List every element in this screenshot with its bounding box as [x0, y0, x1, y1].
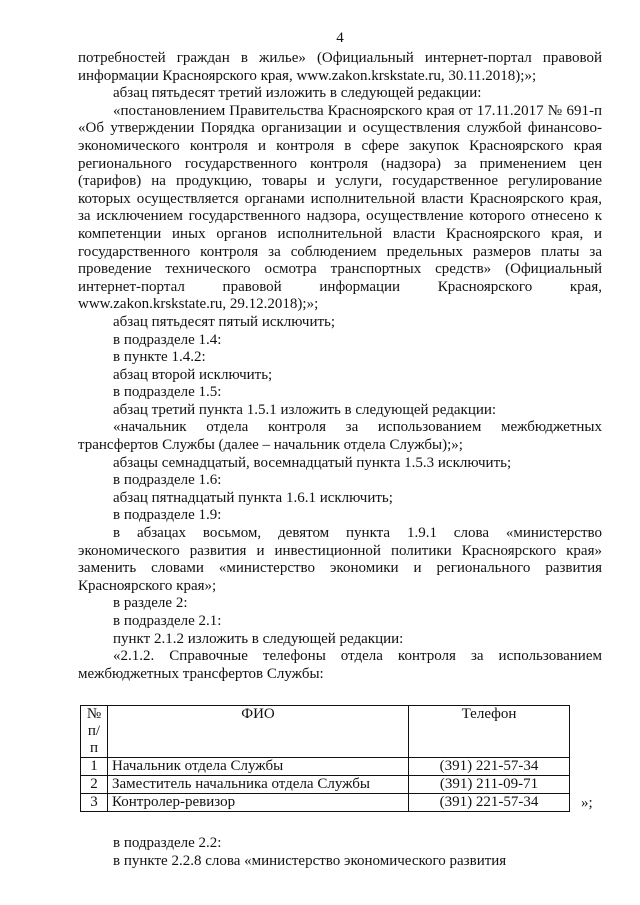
table-header-row	[81, 706, 570, 758]
document-body	[78, 50, 602, 871]
row-num: 2	[81, 776, 108, 794]
row-num: 3	[81, 794, 108, 812]
paragraph: в подразделе 1.4:	[113, 331, 222, 348]
paragraph: абзац третий пункта 1.5.1 изложить в следующей редакции:	[113, 401, 497, 418]
phone-table-wrap	[78, 705, 602, 812]
table-closing-quote: »;	[581, 795, 593, 812]
paragraph: в пункте 1.4.2:	[113, 349, 206, 366]
header-num: № п/п	[81, 706, 108, 758]
row-num: 1	[81, 758, 108, 776]
table-row	[81, 794, 570, 812]
paragraph: пункт 2.1.2 изложить в следующей редакции:	[113, 630, 404, 647]
row-phone: (391) 221-57-34	[409, 758, 570, 776]
paragraph: абзац пятнадцатый пункта 1.6.1 исключить;	[113, 489, 393, 506]
row-phone: (391) 221-57-34	[409, 794, 570, 812]
paragraph: в подразделе 1.9:	[113, 507, 222, 524]
paragraph: в подразделе 2.1:	[113, 613, 222, 629]
paragraphs-after-table	[78, 835, 602, 870]
table-row	[81, 776, 570, 794]
paragraph: «2.1.2. Справочные телефоны отдела контроля за использованием межбюджетных трансфертов Службы:	[78, 648, 602, 682]
paragraph: в подразделе 1.5:	[113, 384, 222, 401]
row-name: Контролер-ревизор	[108, 794, 409, 812]
paragraph: в подразделе 1.6:	[113, 472, 222, 489]
table-row	[81, 758, 570, 776]
header-phone: Телефон	[409, 706, 570, 758]
paragraph: потребностей граждан в жилье» (Официальный интернет-портал правовой информации Красноярского края, www.zakon.krskstate.ru, 30.11.2018);»;	[78, 50, 602, 84]
paragraph: абзац пятьдесят пятый исключить;	[113, 313, 336, 330]
row-name: Заместитель начальника отдела Службы	[108, 776, 409, 794]
row-phone: (391) 211-09-71	[409, 776, 570, 794]
paragraph: в разделе 2:	[113, 595, 188, 612]
paragraph: абзац пятьдесят третий изложить в следующей редакции:	[113, 85, 482, 102]
paragraphs-before-table	[78, 50, 602, 683]
paragraph: «начальник отдела контроля за использованием межбюджетных трансфертов Службы (далее – начальник отдела Службы);»;	[78, 419, 602, 454]
phone-table	[80, 705, 570, 812]
header-name: ФИО	[108, 706, 409, 758]
row-name: Начальник отдела Службы	[108, 758, 409, 776]
paragraph: в пункте 2.2.8 слова «министерство экономического развития	[113, 852, 507, 869]
paragraph: в абзацах восьмом, девятом пункта 1.9.1 слова «министерство экономического развития и инвестиционной политики Красноярского края» заменить словами «министерство экономики и регионального развития Красноярского края»;	[78, 525, 602, 594]
paragraph: «постановлением Правительства Красноярского края от 17.11.2017 № 691-п «Об утверждении Порядка организации и осуществления службой финансово-экономического контроля и контроля в сфере закупок Красноярского края регионального государственного контроля (надзора) за применением цен (тарифов) на продукцию, товары и услуги, государственное регулирование которых осуществляется органами исполнительной власти Красноярского края, за исключением государственного надзора, осуществление которого отнесено к компетенции иных органов исполнительной власти Красноярского края, и государственного контроля за соблюдением предельных размеров платы за проведение технического осмотра транспортных средств» (Официальный интернет-портал правовой информации Красноярского края, www.zakon.krskstate.ru, 29.12.2018);»;	[78, 102, 602, 313]
paragraph: абзац второй исключить;	[113, 366, 273, 383]
paragraph: абзацы семнадцатый, восемнадцатый пункта 1.5.3 исключить;	[113, 454, 512, 471]
page-number: 4	[336, 30, 344, 46]
paragraph: в подразделе 2.2:	[113, 835, 222, 852]
